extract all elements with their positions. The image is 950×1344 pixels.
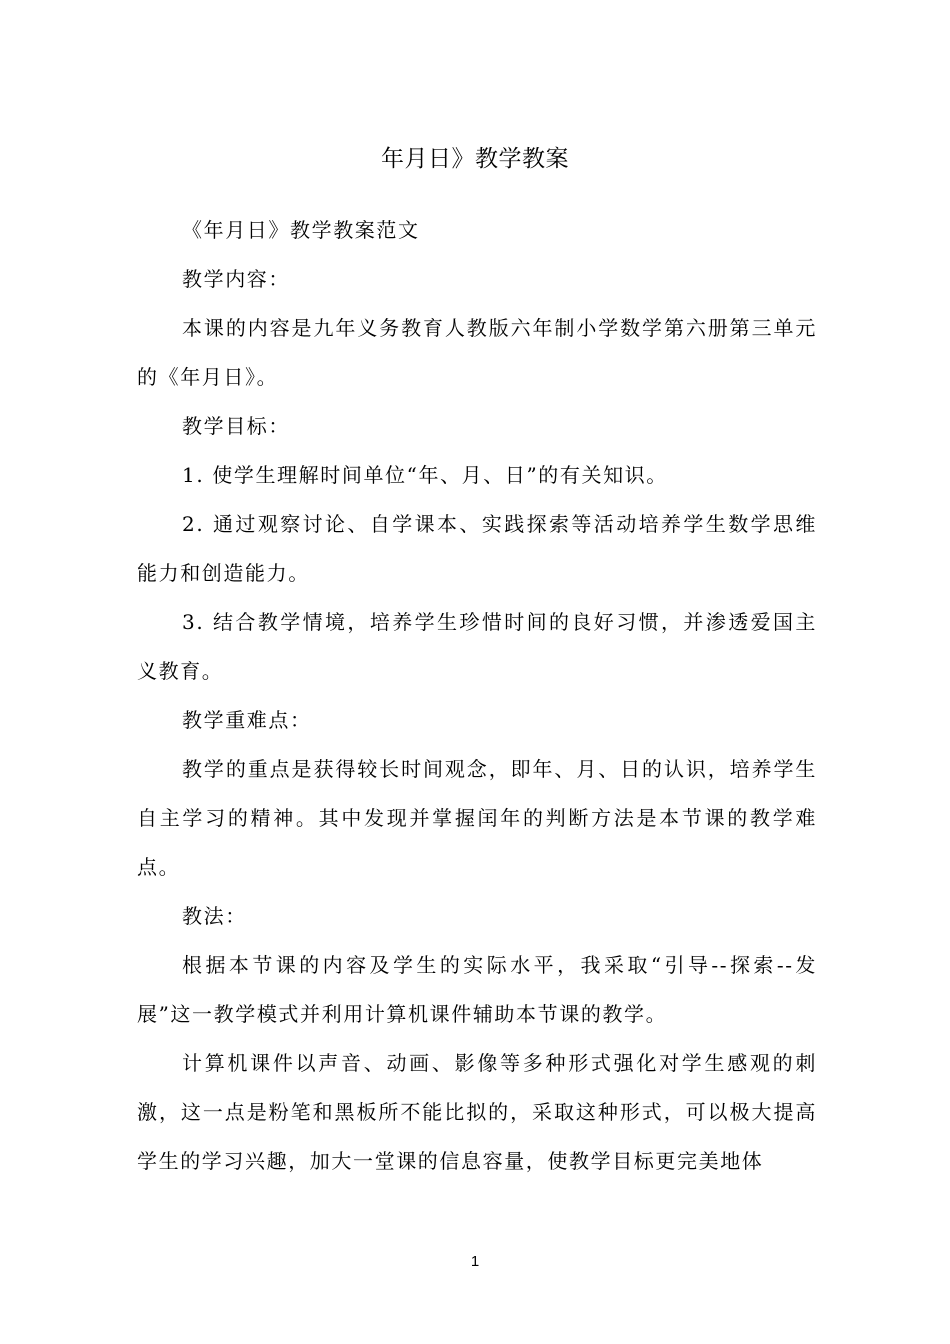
document-body (137, 206, 817, 1186)
objective-item-2: 2. 通过观察讨论、自学课本、实践探索等活动培养学生数学思维能力和创造能力。 (137, 512, 817, 585)
objective-item-1: 1. 使学生理解时间单位“年、月、日”的有关知识。 (182, 463, 668, 487)
heading-teaching-method: 教法： (182, 904, 247, 928)
heading-teaching-content: 教学内容： (182, 267, 290, 291)
paragraph-key-difficult-points: 教学的重点是获得较长时间观念，即年、月、日的认识，培养学生自主学习的精神。其中发现并掌握闰年的判断方法是本节课的教学难点。 (137, 757, 817, 879)
paragraph-teaching-method: 根据本节课的内容及学生的实际水平，我采取“引导--探索--发展”这一教学模式并利用计算机课件辅助本节课的教学。 (137, 953, 817, 1026)
paragraph-teaching-content: 本课的内容是九年义务教育人教版六年制小学数学第六册第三单元的《年月日》。 (137, 316, 817, 389)
paragraph-courseware: 计算机课件以声音、动画、影像等多种形式强化对学生感观的刺激，这一点是粉笔和黑板所不能比拟的，采取这种形式，可以极大提高学生的学习兴趣，加大一堂课的信息容量，使教学目标更完美地体 (137, 1051, 817, 1173)
document-title: 年月日》教学教案 (381, 146, 569, 172)
objective-item-3: 3. 结合教学情境，培养学生珍惜时间的良好习惯，并渗透爱国主义教育。 (137, 610, 817, 683)
heading-key-difficult-points: 教学重难点： (182, 708, 312, 732)
paragraph-subtitle: 《年月日》教学教案范文 (182, 218, 420, 242)
heading-teaching-objectives: 教学目标： (182, 414, 290, 438)
page-number: 1 (470, 1253, 480, 1270)
